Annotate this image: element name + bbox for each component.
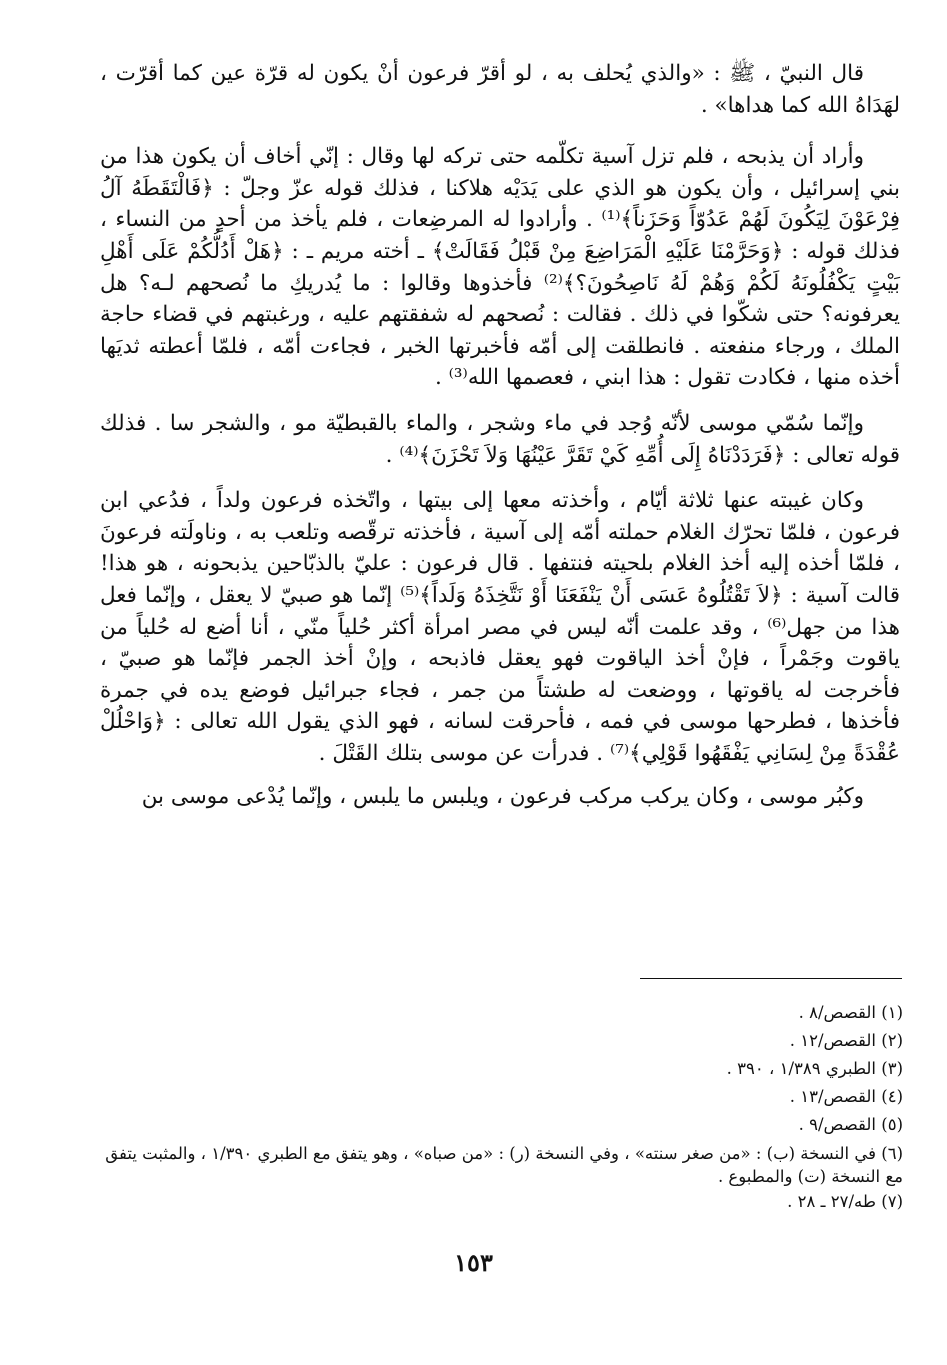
paragraph [100, 58, 900, 121]
footnote: (٣) الطبري ١/٣٨٩ ، ٣٩٠ . [726, 1059, 903, 1078]
footnote: (٦) في النسخة (ب) : «من صغر سنته» ، وفي النسخة (ر) : «من صباه» ، وهو يتفق مع الطبري ١/٣٩٠ ، والمثبت يتفق مع النسخة (ت) والمطبوع . [105, 1144, 903, 1186]
paragraph [100, 141, 900, 394]
paragraph-text: وإنّما سُمّي موسى لأنّه وُجد في ماء وشجر ، والماء بالقبطيّة مو ، والشجر سا . فذلك قوله تعالى : ﴿فَرَدَدْنَاهُ إِلَى أُمِّهِ كَيْ تَقَرَّ عَيْنُهَا وَلاَ تَحْزَنَ﴾⁽⁴⁾ . [100, 410, 900, 468]
paragraph [100, 485, 900, 769]
paragraph-text: وكان غيبته عنها ثلاثة أيّام ، وأخذته معها إلى بيتها ، واتّخذه فرعون ولداً ، فدُعي ابن فرعون ، فلمّا تحرّك الغلام حملته أمّه إلى آسية ، فأخذته ترقّصه وتلعب به ، وناولَته فرعونَ ، فلمّا أخذه إليه أخذ الغلام بلحيته فنتفها . قال فرعون : عليّ بالذبّاحين يذبحونه ، هو هذا! قالت آسية : ﴿لاَ تَقْتُلُوهُ عَسَى أَنْ يَنْفَعَنَا أَوْ نَتَّخِذَهُ وَلَداً﴾⁽⁵⁾ إنّما هو صبيّ لا يعقل ، وإنّما فعل هذا من جهل⁽⁶⁾ ، وقد علمت أنّه ليس في مصر امرأة أكثر حُلياً منّي ، أنا أضع له حُلياً من ياقوت وجَمْراً ، فإنْ أخذ الياقوت فهو يعقل فاذبحه ، وإنْ أخذ الجمر فإنّما هو صبيّ ، فأخرجت له ياقوتها ، ووضعت له طشتاً من جمر ، فجاء جبرائيل فوضع يده في جمرة فأخذها ، فطرحها موسى في فمه ، فأحرقت لسانه ، فهو الذي يقول الله تعالى : ﴿وَاحْلُلْ عُقْدَةً مِنْ لِسَانِي يَفْقَهُوا قَوْلِي﴾⁽⁷⁾ . فدرأت عن موسى بتلك القَتْلَ . [100, 488, 900, 766]
footnote: (١) القصص/٨ . [798, 1003, 903, 1022]
footnote: (٤) القصص/١٣ . [789, 1087, 903, 1106]
paragraph [100, 781, 900, 813]
footnote: (٧) طه/٢٧ ـ ٢٨ . [787, 1192, 903, 1211]
footnotes [98, 999, 903, 1216]
footnote: (٢) القصص/١٢ . [789, 1031, 903, 1050]
footnote: (٥) القصص/٩ . [798, 1115, 903, 1134]
paragraph-text: وأراد أن يذبحه ، فلم تزل آسية تكلّمه حتى تركه لها وقال : إنّي أخاف أن يكون هذا من بني إسرائيل ، وأن يكون هو الذي على يَدَيْه هلاكنا ، فذلك قوله عزّ وجلّ : ﴿فَالْتَقَطَهُ آلُ فِرْعَوْنَ لِيَكُونَ لَهُمْ عَدُوّاً وَحَزَناً﴾⁽¹⁾ . وأرادوا له المرضِعات ، فلم يأخذ من أحدٍ من النساء ، فذلك قوله : ﴿وَحَرَّمْنَا عَلَيْهِ الْمَرَاضِعَ مِنْ قَبْلُ فَقَالَتْ﴾ ـ أخته مريم ـ : ﴿هَلْ أَدُلُّكُمْ عَلَى أَهْلِ بَيْتٍ يَكْفُلُونَهُ لَكُمْ وَهُمْ لَهُ نَاصِحُونَ؟﴾⁽²⁾ فأخذوها وقالوا : ما يُدريكِ ما نُصحهم لـه؟ هل يعرفونه؟ حتى شكّوا في ذلك . فقالت : نُصحهم له شفقتهم عليه ، ورغبتهم في قضاء حاجة الملك ، ورجاء منفعته . فانطلقت إلى أمّه فأخبرتها الخبر ، فجاءت أمّه ، فلمّا أعطته ثديَها أخذه منها ، فكادت تقول : هذا ابني ، فعصمها الله⁽³⁾ . [100, 144, 900, 391]
paragraph [100, 408, 900, 471]
paragraph-text: قال النبيّ ، ﷺ : «والذي يُحلف به ، لو أقرّ فرعون أنْ يكون له قرّة عين كما أقرّت ، لهَدَاهُ الله كما هداها» . [100, 61, 900, 118]
page-number: ١٥٣ [454, 1248, 493, 1277]
main-text [100, 58, 900, 813]
footnote-divider [640, 978, 902, 979]
paragraph-text: وكبُر موسى ، وكان يركب مركب فرعون ، ويلبس ما يلبس ، وإنّما يُدْعى موسى بن [141, 784, 864, 810]
